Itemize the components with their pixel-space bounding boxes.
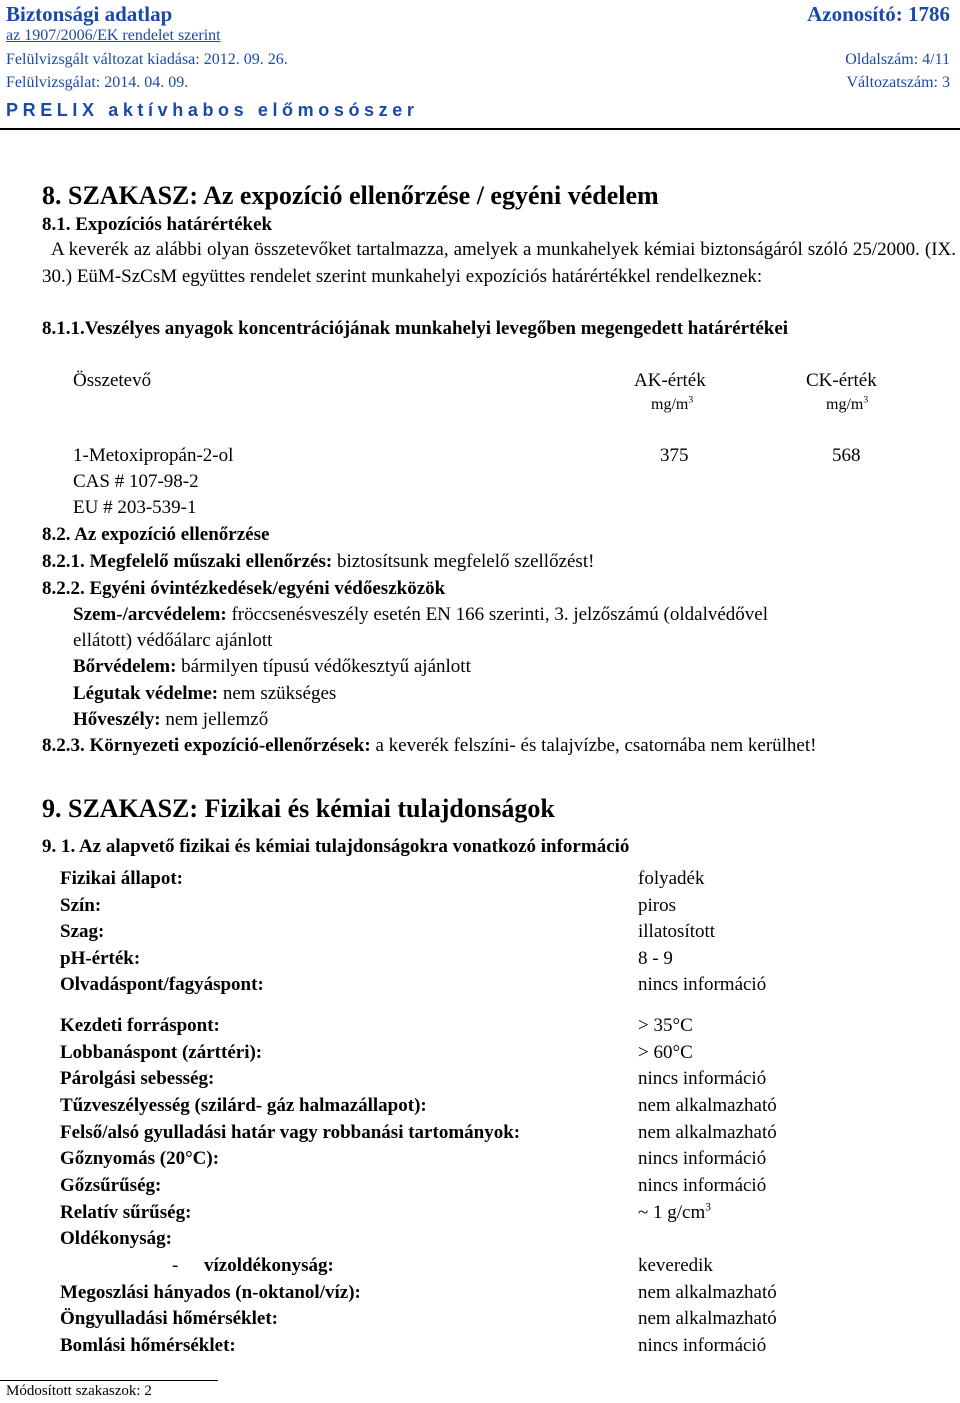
property-label: Megoszlási hányados (n-oktanol/víz): — [60, 1282, 361, 1303]
section-8-title: 8. SZAKASZ: Az expozíció ellenőrzése / egyéni védelem — [42, 181, 659, 210]
page-number: Oldalszám: 4/11 — [845, 51, 950, 68]
table-row-component-name: 1-Metoxipropán-2-ol — [73, 445, 234, 466]
section-8-1-text: A keverék az alábbi olyan összetevőket tartalmazza, amelyek a munkahelyek kémiai biztonságáról szóló 25/2000. (IX. 30.) EüM-SzCsM együttes rendelet szerint munkahelyi expozíciós határértékkel rendelkeznek: — [42, 239, 956, 287]
product-name: PRELIX aktívhabos előmosószer — [6, 100, 419, 120]
revision-date: Felülvizsgálat: 2014. 04. 09. — [6, 74, 189, 91]
table-row-ak-value: 375 — [660, 445, 689, 466]
property-value: nincs információ — [638, 974, 767, 995]
property-value: > 35°C — [638, 1015, 693, 1036]
skin-protection: Bőrvédelem: bármilyen típusú védőkesztyű ajánlott — [73, 656, 471, 677]
table-row-cas: CAS # 107-98-2 — [73, 471, 199, 492]
property-value: nem alkalmazható — [638, 1308, 777, 1329]
table-header-component: Összetevő — [73, 370, 152, 391]
property-label: Fizikai állapot: — [60, 868, 183, 889]
eye-protection-cont: ellátott) védőálarc ajánlott — [73, 630, 273, 651]
eye-protection: Szem-/arcvédelem: fröccsenésveszély esetén EN 166 szerinti, 3. jelzőszámú (oldalvédővel — [73, 604, 768, 625]
property-value: piros — [638, 895, 676, 916]
section-8-1-title: 8.1. Expozíciós határértékek — [42, 214, 273, 235]
property-value: > 60°C — [638, 1042, 693, 1063]
table-unit-ck: $mg/m^3$ — [826, 394, 869, 413]
section-9-1-title: 9. 1. Az alapvető fizikai és kémiai tulajdonságokra vonatkozó információ — [42, 836, 630, 857]
property-label: Szag: — [60, 921, 105, 942]
modified-sections: Módosított szakaszok: 2 — [6, 1383, 152, 1399]
version-number: Változatszám: 3 — [846, 74, 950, 91]
section-8-2-title: 8.2. Az expozíció ellenőrzése — [42, 524, 270, 545]
property-value: 8 - 9 — [638, 948, 673, 969]
property-value: folyadék — [638, 868, 705, 889]
property-label: Relatív sűrűség: — [60, 1202, 192, 1223]
section-8-2-1: 8.2.1. Megfelelő műszaki ellenőrzés: biztosítsunk megfelelő szellőzést! — [42, 551, 595, 572]
property-value: nem alkalmazható — [638, 1282, 777, 1303]
property-value: ~ 1 $g/cm^3$ — [638, 1201, 711, 1223]
property-label: vízoldékonyság: — [204, 1255, 334, 1276]
property-label: Felső/alsó gyulladási határ vagy robbanási tartományok: — [60, 1122, 521, 1143]
regulation-reference: az 1907/2006/EK rendelet szerint — [6, 27, 221, 44]
table-header-ck: CK-érték — [806, 370, 877, 391]
property-value: nem alkalmazható — [638, 1122, 777, 1143]
property-value: nincs információ — [638, 1175, 767, 1196]
document-title: Biztonsági adatlap — [6, 2, 173, 26]
section-8-2-2-title: 8.2.2. Egyéni óvintézkedések/egyéni védőeszközök — [42, 578, 446, 599]
property-label: Párolgási sebesség: — [60, 1068, 215, 1089]
property-label: Lobbanáspont (zárttéri): — [60, 1042, 263, 1063]
property-label: Gőzsűrűség: — [60, 1175, 162, 1196]
property-label: Bomlási hőmérséklet: — [60, 1335, 236, 1356]
property-value: nem alkalmazható — [638, 1095, 777, 1116]
document-id: Azonosító: 1786 — [807, 2, 950, 26]
property-label: pH-érték: — [60, 948, 141, 969]
section-8-1-1-title: 8.1.1.Veszélyes anyagok koncentrációjának munkahelyi levegőben megengedett határértékei — [42, 318, 789, 339]
property-dash: - — [172, 1255, 179, 1276]
section-9-title: 9. SZAKASZ: Fizikai és kémiai tulajdonságok — [42, 794, 555, 823]
section-8-2-3: 8.2.3. Környezeti expozíció-ellenőrzések: a keverék felszíni- és talajvízbe, csatornába nem kerülhet! — [42, 735, 817, 756]
property-value: keveredik — [638, 1255, 713, 1276]
revised-issue-date: Felülvizsgált változat kiadása: 2012. 09. 26. — [6, 51, 288, 68]
property-label: Gőznyomás (20°C): — [60, 1148, 220, 1169]
property-label: Kezdeti forráspont: — [60, 1015, 220, 1036]
property-value: nincs információ — [638, 1148, 767, 1169]
thermal-hazard: Hőveszély: nem jellemző — [73, 709, 269, 730]
property-label: Szín: — [60, 895, 102, 916]
property-label: Olvadáspont/fagyáspont: — [60, 974, 264, 995]
footer-divider — [0, 1380, 218, 1381]
table-row-eu: EU # 203-539-1 — [73, 497, 197, 518]
property-label: Oldékonyság: — [60, 1228, 172, 1249]
property-value: illatosított — [638, 921, 716, 942]
property-label: Öngyulladási hőmérséklet: — [60, 1308, 278, 1329]
table-unit-ak: $mg/m^3$ — [651, 394, 694, 413]
property-label: Tűzveszélyesség (szilárd- gáz halmazállapot): — [60, 1095, 427, 1116]
property-value: nincs információ — [638, 1068, 767, 1089]
property-value: nincs információ — [638, 1335, 767, 1356]
table-row-ck-value: 568 — [832, 445, 861, 466]
table-header-ak: AK-érték — [634, 370, 706, 391]
respiratory-protection: Légutak védelme: nem szükséges — [73, 683, 337, 704]
header-divider — [0, 128, 960, 130]
